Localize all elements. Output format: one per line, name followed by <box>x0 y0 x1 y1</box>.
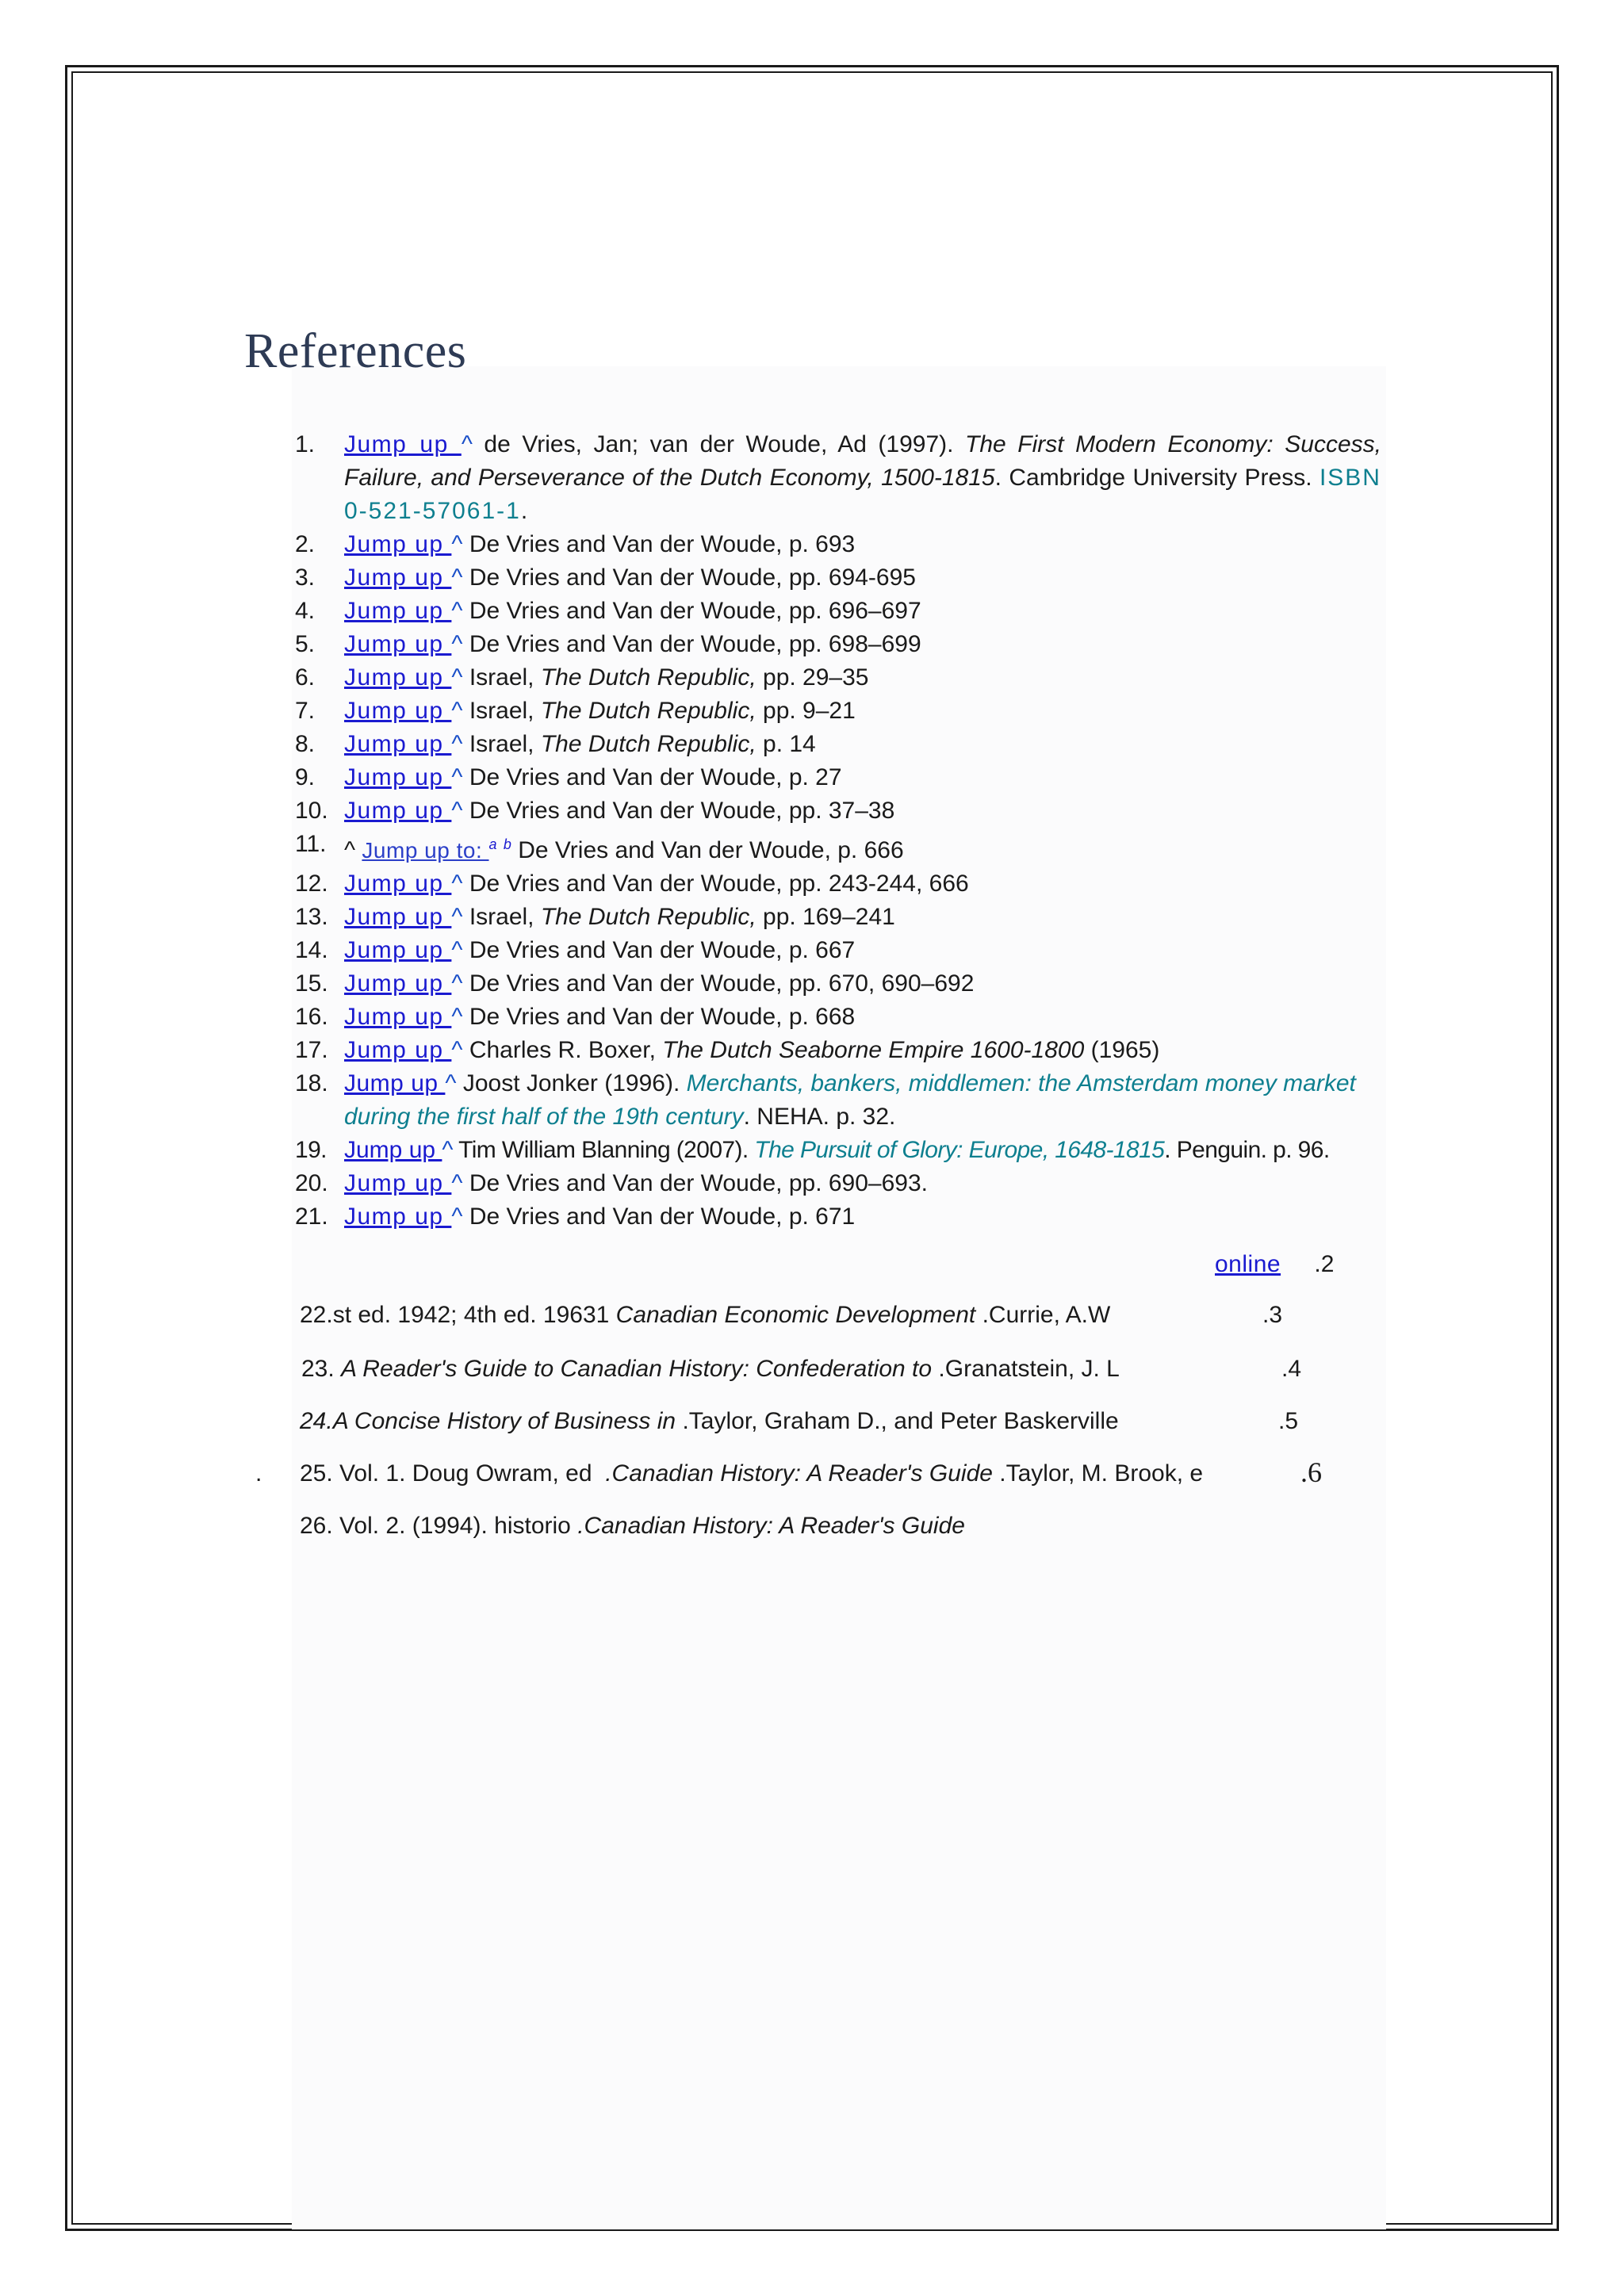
reference-text: . Cambridge University Press. <box>994 465 1320 491</box>
caret-icon[interactable]: ^ <box>451 871 463 897</box>
online-line <box>1215 1251 1334 1278</box>
reference-item <box>295 901 1381 934</box>
jump-up-link[interactable]: Jump up <box>344 1004 452 1030</box>
reference-text: .Taylor, Graham D., and Peter Baskerville <box>676 1408 1119 1434</box>
jump-up-link[interactable]: Jump up <box>344 698 452 724</box>
caret-icon[interactable]: ^ <box>451 764 463 790</box>
reference-item <box>295 1001 1381 1034</box>
jump-up-link[interactable]: Jump up <box>344 904 452 930</box>
reference-text: Joost Jonker (1996). <box>456 1070 687 1096</box>
reference-text: De Vries and Van der Woude, p. 667 <box>462 937 856 963</box>
reference-text: . NEHA. p. 32. <box>743 1104 896 1130</box>
reference-text: De Vries and Van der Woude, p. 666 <box>511 837 904 863</box>
caret-icon[interactable]: ^ <box>451 1170 463 1196</box>
reference-title: Canadian Economic Development <box>615 1302 976 1328</box>
reference-number: 15. <box>295 970 328 997</box>
jump-up-link[interactable]: Jump up <box>344 431 462 457</box>
reference-text: .Taylor, M. Brook, e <box>992 1460 1204 1487</box>
reference-number: 1. <box>295 431 316 457</box>
reference-text: De Vries and Van der Woude, pp. 243-244, 666 <box>462 871 969 897</box>
reference-title: The Dutch Republic, <box>540 731 756 757</box>
jump-up-link[interactable]: Jump up <box>344 1170 452 1196</box>
isbn-link[interactable]: ISBN 0-521-57061-1 <box>344 465 1381 524</box>
reference-text: pp. 29–35 <box>756 664 869 691</box>
reference-item-22 <box>300 1302 1110 1329</box>
reference-number: 7. <box>295 698 316 724</box>
caret-icon[interactable]: ^ <box>451 631 463 657</box>
reference-number: 9. <box>295 764 316 790</box>
reference-title-link[interactable]: Merchants, bankers, middlemen: the Amsterdam money market during the first half of the 19th century <box>344 1070 1356 1130</box>
reference-text: . Penguin. p. 96. <box>1164 1137 1330 1163</box>
caret-icon[interactable]: ^ <box>451 1203 463 1230</box>
reference-item-26 <box>300 1513 965 1540</box>
reference-text: Israel, <box>462 698 541 724</box>
reference-number: .5 <box>1278 1408 1299 1434</box>
jump-up-link[interactable]: Jump up <box>344 764 452 790</box>
reference-number: 3. <box>295 564 316 591</box>
reference-number: 20. <box>295 1170 328 1196</box>
reference-text: 22.st ed. 1942; 4th ed. 19631 <box>300 1302 616 1328</box>
reference-text: pp. 169–241 <box>756 904 895 930</box>
reference-title: The Dutch Republic, <box>540 904 756 930</box>
reference-item <box>295 967 1381 1001</box>
jump-up-link[interactable]: Jump up <box>344 598 452 624</box>
caret-icon[interactable]: ^ <box>451 731 463 757</box>
page-title: References <box>244 324 467 378</box>
reference-item-23 <box>301 1356 1120 1383</box>
caret-icon[interactable]: ^ <box>451 698 463 724</box>
reference-number: .6 <box>1300 1456 1322 1488</box>
reference-text: De Vries and Van der Woude, p. 671 <box>462 1203 856 1230</box>
reference-title: The First Modern Economy: Success, Failure, and Perseverance of the Dutch Economy, 1500-1815 <box>344 431 1382 491</box>
caret-icon[interactable]: ^ <box>451 970 463 997</box>
reference-number: .2 <box>1314 1251 1335 1277</box>
jump-up-link[interactable]: Jump up <box>344 1203 452 1230</box>
online-link[interactable]: online <box>1215 1251 1281 1277</box>
reference-title: .Canadian History: A Reader's Guide <box>592 1460 993 1487</box>
reference-text: .Currie, A.W <box>975 1302 1111 1328</box>
reference-item <box>295 528 1381 561</box>
jump-up-link[interactable]: Jump up <box>344 731 452 757</box>
reference-item <box>295 1200 1381 1234</box>
jump-up-link[interactable]: Jump up <box>344 937 452 963</box>
jump-up-link[interactable]: Jump up <box>344 531 452 557</box>
reference-item <box>295 561 1381 595</box>
caret-icon[interactable]: ^ <box>445 1070 457 1096</box>
reference-item <box>295 728 1381 761</box>
caret-icon: ^ <box>344 837 362 863</box>
reference-text: 23. <box>301 1356 342 1382</box>
reference-item <box>295 661 1381 695</box>
reference-number: 13. <box>295 904 328 930</box>
jump-up-link[interactable]: Jump up <box>344 631 452 657</box>
reference-text: De Vries and Van der Woude, pp. 694-695 <box>462 564 916 591</box>
reference-text: . <box>520 498 528 524</box>
reference-text: Israel, <box>462 664 541 691</box>
jump-up-link[interactable]: Jump up <box>344 664 452 691</box>
reference-text: pp. 9–21 <box>756 698 856 724</box>
reference-text: Charles R. Boxer, <box>462 1037 663 1063</box>
reference-text: De Vries and Van der Woude, pp. 696–697 <box>462 598 921 624</box>
reference-number: 19. <box>295 1137 327 1163</box>
reference-item-25 <box>300 1460 1203 1487</box>
caret-icon[interactable]: ^ <box>461 431 473 457</box>
caret-icon[interactable]: ^ <box>451 664 463 691</box>
reference-text: De Vries and Van der Woude, pp. 37–38 <box>462 798 895 824</box>
reference-item <box>295 828 1381 867</box>
reference-number: 14. <box>295 937 328 963</box>
reference-item <box>295 1167 1381 1200</box>
reference-item <box>295 794 1381 828</box>
reference-item <box>295 1134 1381 1167</box>
reference-item <box>295 1034 1381 1067</box>
jump-up-to-link[interactable]: Jump up to: <box>362 838 489 863</box>
stray-dot: . <box>255 1460 262 1487</box>
reference-number: 11. <box>295 831 327 857</box>
reference-text: (1965) <box>1084 1037 1160 1063</box>
jump-up-link[interactable]: Jump up <box>344 1070 446 1096</box>
caret-icon[interactable]: ^ <box>451 798 463 824</box>
jump-up-link[interactable]: Jump up <box>344 798 452 824</box>
reference-title: 24.A Concise History of Business in <box>300 1408 676 1434</box>
reference-text: Israel, <box>462 904 541 930</box>
reference-title: The Dutch Republic, <box>540 664 756 691</box>
reference-text: De Vries and Van der Woude, p. 668 <box>462 1004 856 1030</box>
reference-item <box>295 1067 1381 1134</box>
reference-title: .Canadian History: A Reader's Guide <box>577 1513 965 1539</box>
caret-icon[interactable]: ^ <box>451 904 463 930</box>
reference-title: The Dutch Republic, <box>540 698 756 724</box>
reference-number: 21. <box>295 1203 328 1230</box>
caret-icon[interactable]: ^ <box>451 531 463 557</box>
reference-item <box>295 695 1381 728</box>
reference-text: De Vries and Van der Woude, p. 27 <box>462 764 842 790</box>
caret-icon[interactable]: ^ <box>451 598 463 624</box>
caret-icon[interactable]: ^ <box>451 1004 463 1030</box>
reference-item-24 <box>300 1408 1119 1435</box>
reference-text: Israel, <box>462 731 541 757</box>
reference-item <box>295 867 1381 901</box>
reference-number: 4. <box>295 598 316 624</box>
reference-number: 10. <box>295 798 328 824</box>
reference-item <box>295 595 1381 628</box>
reference-number: 17. <box>295 1037 328 1063</box>
jump-up-link[interactable]: Jump up <box>344 1037 452 1063</box>
reference-title: A Reader's Guide to Canadian History: Confederation to <box>341 1356 933 1382</box>
reference-text: .Granatstein, J. L <box>932 1356 1120 1382</box>
reference-number: 6. <box>295 664 316 691</box>
reference-number: 2. <box>295 531 316 557</box>
reference-number: 5. <box>295 631 316 657</box>
reference-text: 26. Vol. 2. (1994). historio <box>300 1513 578 1539</box>
jump-up-link[interactable]: Jump up <box>344 970 452 997</box>
reference-title-link[interactable]: The Pursuit of Glory: Europe, 1648-1815 <box>754 1137 1165 1163</box>
reference-text: De Vries and Van der Woude, pp. 690–693. <box>462 1170 928 1196</box>
backlink-b[interactable]: b <box>503 836 511 852</box>
jump-up-link[interactable]: Jump up <box>344 564 452 591</box>
caret-icon[interactable]: ^ <box>442 1137 453 1163</box>
reference-item <box>295 428 1381 528</box>
reference-text: p. 14 <box>756 731 816 757</box>
reference-number: 18. <box>295 1070 328 1096</box>
reference-item <box>295 761 1381 794</box>
reference-text: 25. Vol. 1. Doug Owram, ed <box>300 1460 592 1487</box>
reference-item <box>295 934 1381 967</box>
reference-text: de Vries, Jan; van der Woude, Ad (1997). <box>472 431 966 457</box>
reference-item <box>295 628 1381 661</box>
reference-title: The Dutch Seaborne Empire 1600-1800 <box>662 1037 1085 1063</box>
caret-icon[interactable]: ^ <box>451 1037 463 1063</box>
reference-number: 16. <box>295 1004 328 1030</box>
caret-icon[interactable]: ^ <box>451 564 463 591</box>
reference-number: 12. <box>295 871 328 897</box>
caret-icon[interactable]: ^ <box>451 937 463 963</box>
reference-text: Tim William Blanning (2007). <box>452 1137 755 1163</box>
reference-text: De Vries and Van der Woude, p. 693 <box>462 531 856 557</box>
reference-text: De Vries and Van der Woude, pp. 698–699 <box>462 631 921 657</box>
reference-number: .4 <box>1281 1356 1302 1382</box>
reference-list <box>295 428 1381 1234</box>
jump-up-link[interactable]: Jump up <box>344 1137 442 1163</box>
reference-text: De Vries and Van der Woude, pp. 670, 690–692 <box>462 970 975 997</box>
backlink-a[interactable]: a <box>488 836 497 852</box>
reference-number: 8. <box>295 731 316 757</box>
jump-up-link[interactable]: Jump up <box>344 871 452 897</box>
reference-number: .3 <box>1262 1302 1283 1328</box>
